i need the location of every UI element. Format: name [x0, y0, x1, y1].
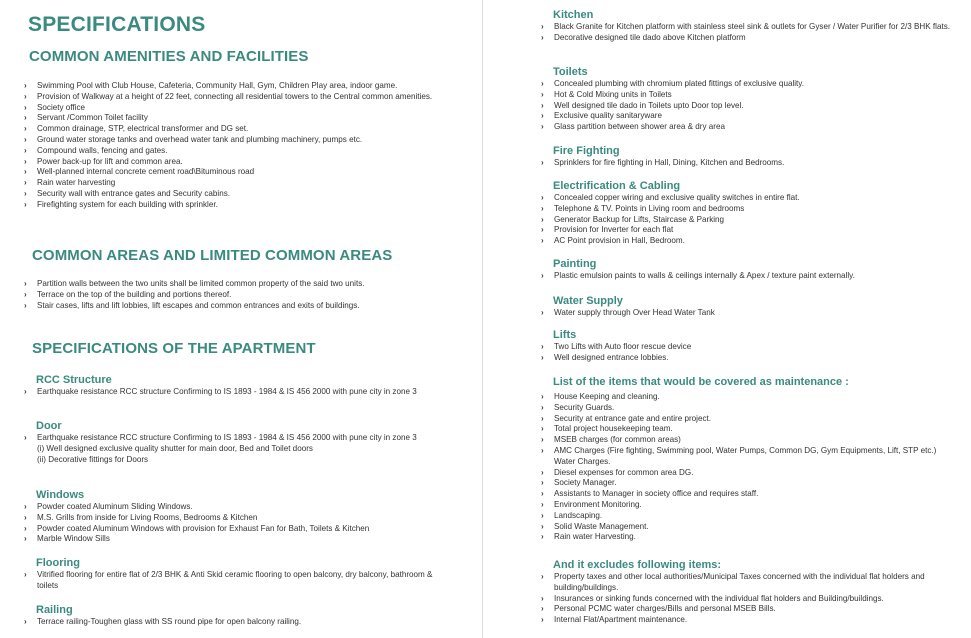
bullet-list — [541, 308, 959, 319]
chevron-right-icon: › — [24, 167, 27, 177]
electrification-section — [541, 180, 959, 247]
list-item — [541, 594, 959, 605]
list-item — [24, 513, 439, 524]
list-item — [541, 435, 959, 446]
chevron-right-icon: › — [24, 134, 27, 144]
bullet-list — [541, 158, 959, 169]
list-item-text: Security at entrance gate and entire project. — [554, 413, 712, 423]
chevron-right-icon: › — [541, 489, 544, 499]
list-item — [541, 353, 959, 364]
list-item — [24, 146, 439, 157]
bullet-list — [24, 570, 439, 592]
list-item-text: AC Point provision in Hall, Bedroom. — [554, 236, 685, 246]
bullet-list — [541, 271, 959, 282]
chevron-right-icon: › — [24, 188, 27, 198]
chevron-right-icon: › — [541, 467, 544, 477]
chevron-right-icon: › — [541, 308, 544, 317]
list-item-text: Internal Flat/Apartment maintenance. — [554, 615, 688, 625]
lifts-section — [541, 329, 959, 364]
list-item — [24, 92, 439, 103]
chevron-right-icon: › — [24, 145, 27, 155]
door-section — [24, 420, 439, 465]
fire-fighting-section — [541, 145, 959, 169]
list-item — [541, 522, 959, 533]
list-item — [541, 90, 959, 101]
chevron-right-icon: › — [541, 158, 544, 167]
apartment-heading: SPECIFICATIONS OF THE APARTMENT — [32, 340, 316, 357]
list-item-text: Telephone & TV. Points in Living room and bedrooms — [554, 203, 745, 213]
fire-fighting-heading: Fire Fighting — [553, 145, 620, 157]
list-item-text: Personal PCMC water charges/Bills and personal MSEB Bills. — [554, 604, 776, 614]
list-item-text: Plastic emulsion paints to walls & ceilings internally & Apex / texture paint externally. — [554, 271, 855, 280]
list-item — [24, 124, 439, 135]
list-item — [541, 158, 959, 169]
chevron-right-icon: › — [24, 178, 27, 188]
chevron-right-icon: › — [541, 100, 544, 110]
list-item — [24, 387, 439, 398]
list-item — [541, 414, 959, 425]
lifts-heading: Lifts — [553, 329, 577, 341]
chevron-right-icon: › — [541, 79, 544, 88]
list-item — [541, 572, 959, 594]
list-item — [541, 424, 959, 435]
bullet-list — [541, 572, 959, 626]
bullet-list — [24, 387, 439, 398]
list-item-text: Provision for Inverter for each flat — [554, 225, 674, 235]
list-item-text: Terrace railing-Toughen glass with SS round pipe for open balcony railing. — [37, 617, 302, 626]
door-sub-item-1: (i) Well designed exclusive quality shutter for main door, Bed and Toilet doors — [37, 443, 313, 453]
list-item — [541, 215, 959, 226]
bullet-list — [24, 433, 439, 444]
list-item — [541, 489, 959, 500]
chevron-right-icon: › — [24, 113, 27, 123]
chevron-right-icon: › — [541, 236, 544, 246]
door-heading: Door — [36, 420, 62, 432]
chevron-right-icon: › — [541, 203, 544, 213]
windows-section — [24, 489, 439, 545]
list-item-text: Decorative designed tile dado above Kitchen platform — [554, 32, 746, 42]
list-item — [24, 189, 439, 200]
list-item-text: Vitrified flooring for entire flat of 2/3 BHK & Anti Skid ceramic flooring to open balcony, dry balcony, bathroom & toilets — [37, 570, 433, 590]
list-item-text: Property taxes and other local authorities/Municipal Taxes concerned with the individual flat holders and building/buildings. — [554, 572, 925, 592]
list-item-text: Sprinklers for fire fighting in Hall, Dining, Kitchen and Bedrooms. — [554, 158, 785, 167]
list-item-text: Assistants to Manager in society office and requires staff. — [554, 489, 759, 499]
list-item — [541, 468, 959, 479]
amenities-section — [24, 81, 439, 211]
painting-section — [541, 258, 959, 282]
chevron-right-icon: › — [24, 534, 27, 544]
list-item-text: Black Granite for Kitchen platform with stainless steel sink & outlets for Gyser / Water Purifier for 2/3 BHK flats. — [554, 22, 950, 31]
list-item-text: Concealed copper wiring and exclusive quality switches in entire flat. — [554, 193, 800, 202]
list-item-text: Compound walls, fencing and gates. — [37, 145, 168, 155]
list-item-text: Marble Window Sills — [37, 534, 110, 544]
list-item — [24, 570, 439, 592]
list-item — [541, 22, 959, 33]
list-item-text: Society Manager. — [554, 478, 617, 488]
bullet-list — [24, 502, 439, 545]
door-sub-item-2: (ii) Decorative fittings for Doors — [37, 454, 149, 464]
list-item — [541, 271, 959, 282]
list-item — [541, 500, 959, 511]
chevron-right-icon: › — [541, 111, 544, 121]
bullet-list — [541, 79, 959, 133]
chevron-right-icon: › — [24, 91, 27, 101]
chevron-right-icon: › — [24, 300, 27, 310]
list-item — [24, 178, 439, 189]
list-item — [541, 193, 959, 204]
list-item — [24, 113, 439, 124]
list-item-text: Stair cases, lifts and lift lobbies, lift escapes and common entrances and exits of buildings. — [37, 300, 360, 310]
amenities-heading: COMMON AMENITIES AND FACILITIES — [29, 48, 309, 65]
list-item — [24, 524, 439, 535]
list-item-text: Earthquake resistance RCC structure Confirming to IS 1893 - 1984 & IS 456 2000 with pune city in zone 3 — [37, 387, 417, 396]
bullet-list — [24, 617, 439, 628]
list-item — [541, 111, 959, 122]
common-areas-heading: COMMON AREAS AND LIMITED COMMON AREAS — [32, 247, 393, 264]
list-item-text: Servant /Common Toilet facility — [37, 113, 148, 123]
bullet-list — [541, 342, 959, 364]
chevron-right-icon: › — [24, 199, 27, 209]
list-item — [541, 392, 959, 403]
list-item — [541, 403, 959, 414]
list-item-text: Generator Backup for Lifts, Staircase & Parking — [554, 214, 725, 224]
list-item — [24, 103, 439, 114]
chevron-right-icon: › — [541, 510, 544, 520]
list-item-text: Well designed tile dado in Toilets upto Door top level. — [554, 100, 744, 110]
chevron-right-icon: › — [541, 352, 544, 362]
list-item — [24, 279, 439, 290]
page-title: SPECIFICATIONS — [28, 13, 206, 36]
list-item-text: Partition walls between the two units shall be limited common property of the said two units. — [37, 279, 365, 288]
chevron-right-icon: › — [24, 81, 27, 90]
list-item-text: Landscaping. — [554, 510, 603, 520]
chevron-right-icon: › — [24, 289, 27, 299]
chevron-right-icon: › — [541, 89, 544, 99]
railing-heading: Railing — [36, 604, 73, 616]
list-item — [541, 615, 959, 626]
railing-section — [24, 604, 439, 628]
list-item — [541, 446, 959, 468]
list-item-text: Glass partition between shower area & dry area — [554, 122, 725, 132]
excludes-heading: And it excludes following items: — [553, 559, 722, 571]
list-item-text: Security wall with entrance gates and Security cabins. — [37, 188, 230, 198]
list-item-text: Exclusive quality sanitaryware — [554, 111, 662, 121]
maintenance-section — [541, 376, 959, 543]
list-item-text: Total project housekeeping team. — [554, 424, 673, 434]
list-item-text: Diesel expenses for common area DG. — [554, 467, 694, 477]
kitchen-section — [541, 9, 959, 44]
list-item-text: Power back-up for lift and common area. — [37, 156, 183, 166]
list-item — [541, 342, 959, 353]
windows-heading: Windows — [36, 489, 85, 501]
list-item — [541, 79, 959, 90]
list-item-text: MSEB charges (for common areas) — [554, 435, 681, 445]
chevron-right-icon: › — [541, 22, 544, 31]
chevron-right-icon: › — [541, 615, 544, 625]
list-item — [541, 604, 959, 615]
chevron-right-icon: › — [24, 617, 27, 626]
list-item-text: Common drainage, STP, electrical transformer and DG set. — [37, 124, 249, 134]
list-item-text: Ground water storage tanks and overhead water tank and plumbing machinery, pumps etc. — [37, 134, 363, 144]
toilets-section — [541, 66, 959, 133]
list-item — [541, 236, 959, 247]
water-supply-heading: Water Supply — [553, 295, 623, 307]
list-item-text: Well-planned internal concrete cement road\Bituminous road — [37, 167, 255, 177]
chevron-right-icon: › — [24, 512, 27, 522]
chevron-right-icon: › — [541, 193, 544, 202]
bullet-list — [24, 81, 439, 211]
chevron-right-icon: › — [541, 342, 544, 351]
list-item — [24, 200, 439, 211]
painting-heading: Painting — [553, 258, 597, 270]
chevron-right-icon: › — [24, 102, 27, 112]
list-item — [24, 617, 439, 628]
flooring-section — [24, 557, 439, 592]
bullet-list — [24, 279, 439, 311]
chevron-right-icon: › — [541, 122, 544, 132]
list-item — [541, 532, 959, 543]
chevron-right-icon: › — [541, 32, 544, 42]
chevron-right-icon: › — [24, 156, 27, 166]
chevron-right-icon: › — [541, 413, 544, 423]
chevron-right-icon: › — [541, 225, 544, 235]
list-item-text: Society office — [37, 102, 85, 112]
chevron-right-icon: › — [24, 523, 27, 533]
list-item-text: Rain water Harvesting. — [554, 532, 636, 542]
chevron-right-icon: › — [541, 435, 544, 445]
list-item-text: AMC Charges (Fire fighting, Swimming pool, Water Pumps, Common DG, Gym Equipments, Lift, STP etc.) Water Charges. — [554, 445, 937, 466]
chevron-right-icon: › — [541, 402, 544, 412]
list-item-text: Powder coated Aluminum Sliding Windows. — [37, 502, 193, 511]
list-item — [541, 225, 959, 236]
list-item — [24, 167, 439, 178]
chevron-right-icon: › — [24, 570, 27, 579]
column-divider — [482, 0, 483, 638]
chevron-right-icon: › — [541, 593, 544, 603]
list-item — [541, 308, 959, 319]
chevron-right-icon: › — [24, 387, 27, 396]
list-item — [541, 101, 959, 112]
list-item-text: Environment Monitoring. — [554, 499, 642, 509]
bullet-list — [541, 193, 959, 247]
chevron-right-icon: › — [541, 392, 544, 401]
list-item — [24, 157, 439, 168]
list-item-text: M.S. Grills from inside for Living Rooms, Bedrooms & Kitchen — [37, 512, 258, 522]
chevron-right-icon: › — [24, 433, 27, 442]
flooring-heading: Flooring — [36, 557, 80, 569]
chevron-right-icon: › — [541, 604, 544, 614]
chevron-right-icon: › — [541, 445, 544, 455]
list-item-text: Terrace on the top of the building and portions thereof. — [37, 289, 232, 299]
electrification-heading: Electrification & Cabling — [553, 180, 681, 192]
list-item — [24, 433, 439, 444]
list-item — [24, 502, 439, 513]
chevron-right-icon: › — [541, 572, 544, 581]
chevron-right-icon: › — [24, 502, 27, 511]
list-item-text: Rain water harvesting — [37, 178, 116, 188]
list-item — [541, 478, 959, 489]
list-item-text: House Keeping and cleaning. — [554, 392, 660, 401]
list-item-text: Security Guards. — [554, 402, 615, 412]
list-item — [541, 122, 959, 133]
rcc-heading: RCC Structure — [36, 374, 112, 386]
chevron-right-icon: › — [541, 521, 544, 531]
list-item — [24, 135, 439, 146]
list-item-text: Concealed plumbing with chromium plated fittings of exclusive quality. — [554, 79, 804, 88]
list-item — [541, 204, 959, 215]
rcc-section — [24, 374, 439, 398]
kitchen-heading: Kitchen — [553, 9, 594, 21]
toilets-heading: Toilets — [553, 66, 588, 78]
excludes-section — [541, 559, 959, 626]
list-item — [24, 534, 439, 545]
water-supply-section — [541, 295, 959, 319]
common-areas-section — [24, 279, 439, 311]
chevron-right-icon: › — [541, 478, 544, 488]
chevron-right-icon: › — [541, 532, 544, 542]
list-item-text: Earthquake resistance RCC structure Confirming to IS 1893 - 1984 & IS 456 2000 with pune city in zone 3 — [37, 433, 417, 442]
list-item-text: Two Lifts with Auto floor rescue device — [554, 342, 692, 351]
list-item — [24, 301, 439, 312]
list-item — [541, 511, 959, 522]
list-item — [24, 290, 439, 301]
chevron-right-icon: › — [541, 214, 544, 224]
list-item-text: Firefighting system for each building with sprinkler. — [37, 199, 218, 209]
chevron-right-icon: › — [24, 279, 27, 288]
bullet-list — [541, 22, 959, 44]
list-item-text: Swimming Pool with Club House, Cafeteria, Community Hall, Gym, Children Play area, indoor game. — [37, 81, 398, 90]
list-item-text: Insurances or sinking funds concerned with the individual flat holders and Building/buildings. — [554, 593, 884, 603]
chevron-right-icon: › — [541, 271, 544, 280]
maintenance-heading: List of the items that would be covered as maintenance : — [553, 376, 849, 388]
list-item-text: Solid Waste Management. — [554, 521, 649, 531]
chevron-right-icon: › — [24, 124, 27, 134]
list-item-text: Powder coated Aluminum Windows with provision for Exhaust Fan for Bath, Toilets & Kitchen — [37, 523, 370, 533]
list-item — [24, 81, 439, 92]
list-item-text: Provision of Walkway at a height of 22 feet, connecting all residential towers to the Central common amenities. — [37, 91, 433, 101]
list-item-text: Well designed entrance lobbies. — [554, 352, 669, 362]
chevron-right-icon: › — [541, 499, 544, 509]
list-item-text: Hot & Cold Mixing units in Toilets — [554, 89, 672, 99]
list-item — [541, 33, 959, 44]
list-item-text: Water supply through Over Head Water Tank — [554, 308, 715, 317]
chevron-right-icon: › — [541, 424, 544, 434]
bullet-list — [541, 392, 959, 543]
